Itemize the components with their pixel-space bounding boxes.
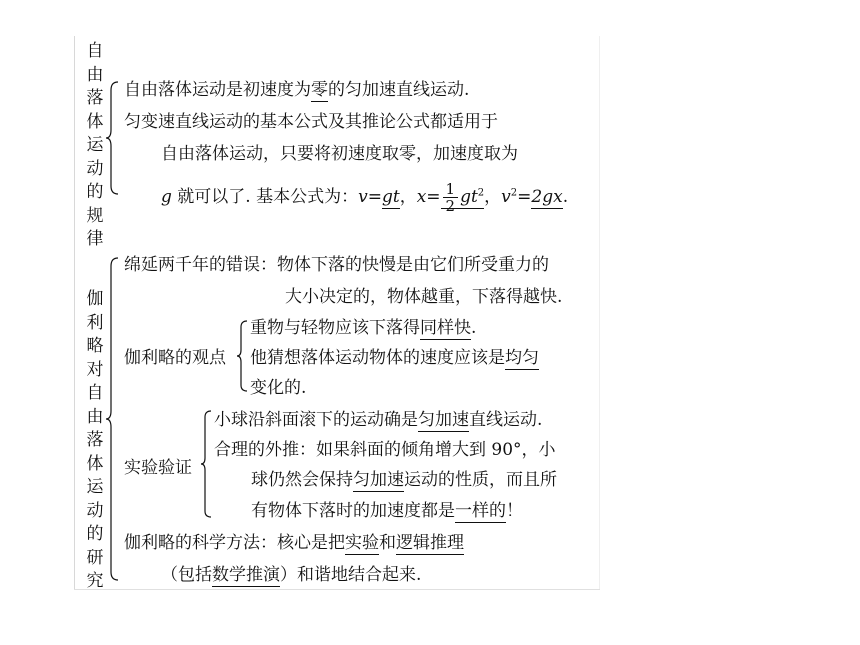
exp-brace [199,409,213,519]
section2-vertical-title: 伽利略对自由落体运动的研究 [86,289,104,591]
f-blank-2gx: 2gx [531,187,563,207]
s2-view1 [250,318,476,338]
f-sep1: ， [399,187,417,207]
panel-right-edge [599,36,600,590]
blank-math: 数学推演 [212,565,280,585]
f-exp2: 2 [510,187,518,199]
s1-blank-zero: 零 [311,80,328,100]
view1-pre: 重物与轻物应该下落得 [250,318,420,338]
blank-same-speed: 同样快 [420,318,471,338]
method2-post: ）和谐地结合起来. [280,565,422,585]
section2-outer-brace [104,256,120,582]
s2-view3: 变化的. [250,378,307,398]
panel-left-edge [74,36,75,590]
panel-bottom-edge [74,589,600,590]
s2-error-line1: 绵延两千年的错误：物体下落的快慢是由它们所受重力的 [124,255,549,275]
view1-post: . [471,318,477,338]
f-blank-half-gt2 [441,180,485,215]
f-v: v [358,187,368,207]
view2-pre: 他猜想落体运动物体的速度应该是 [250,348,505,368]
s2-exp1 [214,410,542,430]
s2-method1 [124,533,464,553]
f-v2: v [501,187,511,207]
s1-line1 [124,80,469,100]
view-brace [235,319,249,393]
s2-exp4 [251,501,523,521]
s2-exp2: 合理的外推：如果斜面的倾角增大到 90°，小 [214,440,556,460]
f-den: 2 [445,197,456,215]
s1-line4-text: 就可以了. 基本公式为： [171,187,359,207]
exp1-pre: 小球沿斜面滚下的运动确是 [214,410,418,430]
blank-logic: 逻辑推理 [396,533,464,553]
f-x: x [416,187,427,207]
method-mid: 和 [379,533,396,553]
method2-pre: （包括 [161,565,212,585]
f-sep2: ， [484,187,502,207]
s2-view2 [250,348,539,368]
s1-formula-line [161,181,568,214]
method-pre: 伽利略的科学方法：核心是把 [124,533,345,553]
f-fraction [443,181,459,214]
f-eq3: = [517,187,532,207]
s2-exp3 [251,470,557,490]
section1-vertical-title: 自由落体运动的规律 [86,41,104,249]
f-gt2: gt [460,187,478,207]
exp3-pre: 球仍然会保持 [251,470,353,490]
exp4-post: ！ [506,501,523,521]
blank-experiment: 实验 [345,533,379,553]
exp4-pre: 有物体下落时的加速度都是 [251,501,455,521]
s1-g: g [161,187,172,207]
f-exp: 2 [477,187,485,199]
s2-error-line2: 大小决定的，物体越重，下落得越快. [285,287,563,307]
exp3-post: 运动的性质，而且所 [404,470,557,490]
s1-line1-post: 的匀加速直线运动. [328,80,470,100]
s2-view-label: 伽利略的观点 [124,348,226,368]
f-end: . [562,187,569,207]
blank-uniform: 均匀 [505,348,539,368]
s1-line2: 匀变速直线运动的基本公式及其推论公式都适用于 [124,112,498,132]
f-eq2: = [426,187,441,207]
f-blank-gt: gt [381,187,400,207]
s1-line1-pre: 自由落体运动是初速度为 [124,80,311,100]
s1-line3: 自由落体运动，只要将初速度取零，加速度取为 [161,144,518,164]
s2-exp-label: 实验验证 [124,458,192,478]
blank-uniform-accel-1: 匀加速 [418,410,469,430]
f-eq1: = [367,187,382,207]
blank-uniform-accel-2: 匀加速 [353,470,404,490]
blank-same: 一样的 [455,501,506,521]
section1-brace [104,80,120,196]
f-num: 1 [443,181,459,198]
s2-method2 [161,565,421,585]
exp1-post: 直线运动. [469,410,543,430]
